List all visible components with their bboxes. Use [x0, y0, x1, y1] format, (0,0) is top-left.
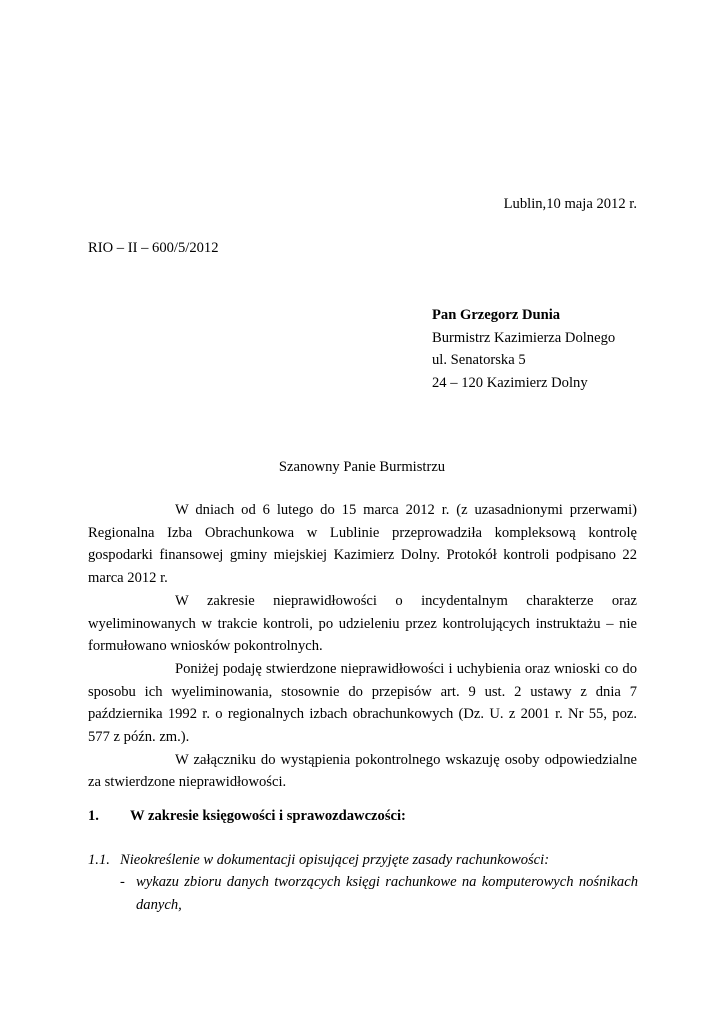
recipient-name: Pan Grzegorz Dunia	[432, 307, 561, 323]
reference-number: RIO – II – 600/5/2012	[88, 240, 219, 256]
recipient-title: Burmistrz Kazimierza Dolnego	[432, 329, 616, 346]
letter-body	[88, 499, 637, 794]
paragraph-3: Poniżej podaję stwierdzone nieprawidłowości i uchybienia oraz wnioski co do sposobu ich wyeliminowania, stosownie do przepisów art. 9 ust. 2 ustawy z dnia 7 października 1992 r. o regionalnych izbach obrachunkowych (Dz. U. z 2001 r. Nr 55, poz. 577 z późn. zm.).	[88, 660, 637, 746]
subsection-number: 1.1.	[88, 852, 110, 868]
subsection-heading	[88, 849, 549, 871]
place-date: Lublin,10 maja 2012 r.	[503, 196, 637, 212]
paragraph-2: W zakresie nieprawidłowości o incydentalnym charakterze oraz wyeliminowanych w trakcie kontroli, po udzieleniu przez kontrolujących instruktażu – nie formułowano wniosków pokontrolnych.	[88, 592, 637, 655]
paragraph-1: W dniach od 6 lutego do 15 marca 2012 r. (z uzasadnionymi przerwami) Regionalna Izba Obrachunkowa w Lublinie przeprowadziła kompleksową kontrolę gospodarki finansowej gminy miejskiej Kazimierz Dolny. Protokół kontroli podpisano 22 marca 2012 r.	[88, 502, 637, 587]
paragraph-4: W załączniku do wystąpienia pokontrolnego wskazuję osoby odpowiedzialne za stwierdzone nieprawidłowości.	[88, 751, 637, 791]
section-title: W zakresie księgowości i sprawozdawczości:	[130, 808, 406, 824]
list-item-text: wykazu zbioru danych tworzących księgi rachunkowe na komputerowych nośnikach danych,	[136, 874, 638, 913]
salutation: Szanowny Panie Burmistrzu	[278, 459, 446, 475]
recipient-address	[432, 304, 615, 395]
section-number: 1.	[88, 808, 99, 824]
list-item	[120, 871, 638, 916]
list-dash: -	[120, 874, 125, 890]
recipient-city: 24 – 120 Kazimierz Dolny	[432, 375, 588, 392]
findings-list	[120, 871, 638, 916]
recipient-street: ul. Senatorska 5	[432, 352, 526, 369]
section-heading	[88, 805, 406, 827]
subsection-title: Nieokreślenie w dokumentacji opisującej przyjęte zasady rachunkowości:	[120, 852, 550, 868]
